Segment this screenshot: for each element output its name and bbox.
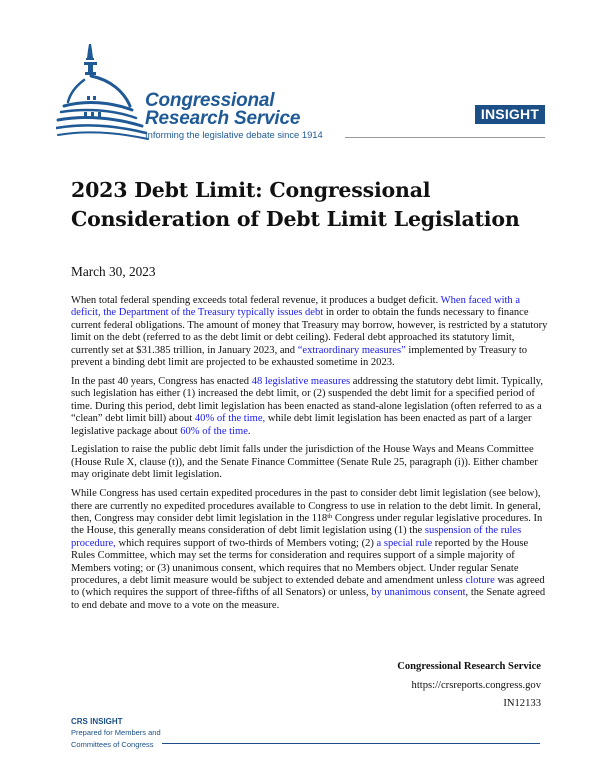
text-run: While Congress has used certain expedited procedures in the past to consider debt limit legislation (see below), there are currently no expedited procedures available to Congress to use in relation to the debt limit. In general, then, Congress may consider debt limit legislation in the 118 — [71, 488, 541, 524]
paragraph-procedures — [71, 488, 551, 612]
publication-date: March 30, 2023 — [71, 264, 156, 279]
tagline-divider — [345, 137, 545, 138]
link-48-legislative-measures[interactable]: 48 legislative measures — [251, 375, 351, 387]
crs-brand-wordmark — [145, 92, 300, 128]
text-run: was agreed to (which requires the support of three-fifths of all Senators) or unless, — [71, 575, 545, 599]
link-treasury-issues-debt[interactable]: When faced with a deficit, the Department of the Treasury typically issues debt — [71, 295, 521, 319]
crs-insight-label: CRS INSIGHT — [71, 717, 123, 726]
capitol-dome-icon — [56, 40, 156, 140]
prepared-for-line-2: Committees of Congress — [71, 740, 154, 749]
link-suspension-of-rules[interactable]: suspension of the rules procedure, — [71, 525, 522, 549]
brand-tagline: Informing the legislative debate since 1914 — [145, 129, 323, 140]
article-body — [71, 295, 551, 619]
text-run: addressing the statutory debt limit. Typically, such legislation has either (1) increased the debt limit, or (2) suspended the debt limit for a specified period of time. During this period, debt limit legislation has been enacted as stand-alone legislation (often referred to as a “clean” debt limit bill) about — [71, 375, 544, 425]
link-60-percent[interactable]: 60% of the time — [180, 425, 248, 437]
footer-url: https://crsreports.congress.gov — [411, 680, 541, 691]
footer-organization: Congressional Research Service — [397, 661, 541, 672]
text-run: reported by the House Rules Committee, which may set the terms for consideration and requires support of a simple majority of Members voting; or (3) unanimous consent, which requires that no Members object. Under regular Senate procedures, a debt limit measure would be subject to extended debate and amendment unless — [71, 537, 529, 587]
page-title: 2023 Debt Limit: Congressional Consideration of Debt Limit Legislation — [71, 178, 520, 231]
brand-line-1: Congressional — [145, 90, 275, 111]
paragraph-jurisdiction — [71, 444, 551, 481]
prepared-for-line-1: Prepared for Members and — [71, 728, 161, 737]
text-run: Congress under regular legislative procedures. In the House, this generally means consideration of debt limit legislation using (1) the — [71, 513, 543, 537]
text-run: which requires support of two-thirds of Members voting; (2) — [115, 537, 377, 549]
link-unanimous-consent[interactable]: by unanimous consent — [371, 587, 466, 599]
text-run: in order to obtain the funds necessary to finance current federal obligations. The amount of money that Treasury may borrow, however, is restricted by a statutory limit on the debt (referred to as the debt limit or debt ceiling). Federal debt approached its statutory limit, currently set at $31.385 trillion, in January 2023, and — [71, 307, 548, 356]
link-cloture[interactable]: cloture — [465, 575, 495, 587]
text-run: , the Senate agreed to end debate and move to a vote on the measure. — [71, 587, 546, 611]
report-id: IN12133 — [503, 698, 541, 709]
text-run: In the past 40 years, Congress has enacted — [71, 375, 252, 387]
ordinal-superscript: th — [327, 513, 333, 520]
text-run: implemented by Treasury to prevent a binding debt limit are projected to be exhausted sometime in 2023. — [71, 344, 528, 369]
paragraph-budget-deficit — [71, 295, 551, 369]
insight-badge: INSIGHT — [475, 105, 545, 124]
link-40-percent[interactable]: 40% of the time, — [194, 413, 266, 425]
text-run: . — [247, 425, 251, 437]
brand-line-2: Research Service — [145, 108, 301, 129]
link-extraordinary-measures[interactable]: “extraordinary measures” — [297, 344, 406, 356]
link-special-rule[interactable]: a special rule — [376, 537, 433, 549]
text-run: Legislation to raise the public debt limit falls under the jurisdiction of the House Ways and Means Committee (House Rule X, clause (t)), and the Senate Finance Committee (Senate Rule 25, paragraph (i)). Either chamber may originate debt limit legislation. — [71, 444, 538, 481]
text-run: When total federal spending exceeds total federal revenue, it produces a budget deficit. — [71, 295, 441, 306]
text-run: while debt limit legislation has been enacted as part of a larger legislative package about — [71, 413, 532, 437]
paragraph-legislative-measures — [71, 376, 551, 438]
footer-divider — [162, 743, 540, 744]
